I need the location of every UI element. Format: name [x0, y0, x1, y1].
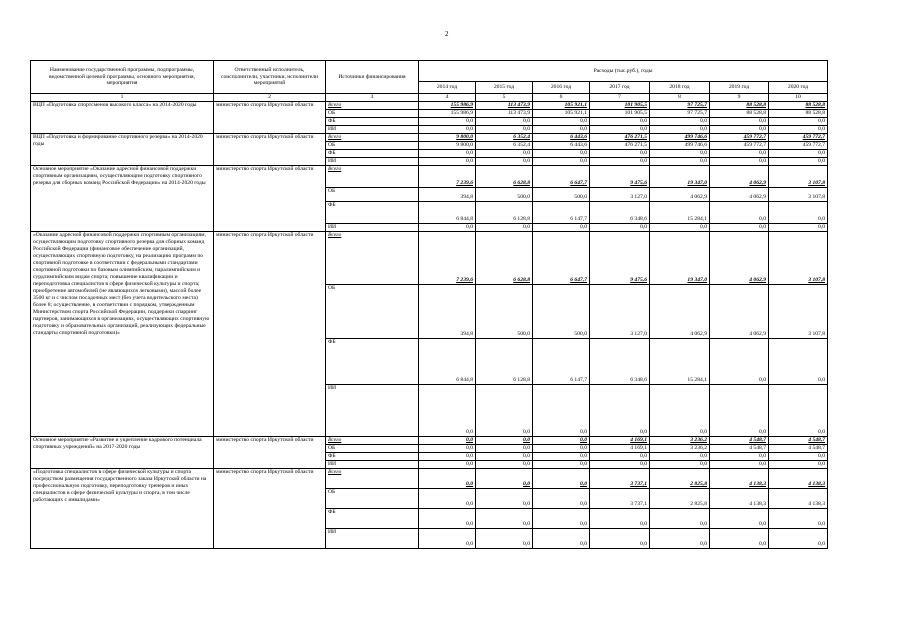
- expense-value: 0,0: [533, 468, 590, 488]
- expense-value: 15 284,1: [650, 338, 710, 384]
- expense-value: 7 239,6: [419, 231, 476, 284]
- expense-value: 4 548,7: [710, 444, 769, 452]
- funding-source: Всего: [326, 165, 419, 187]
- expense-value: 6 348,6: [590, 201, 650, 223]
- expense-value: 0,0: [769, 338, 828, 384]
- expense-value: 2 825,8: [650, 488, 710, 508]
- funding-source: ОБ: [326, 284, 419, 338]
- responsible-executor: министерство спорта Иркутской области: [214, 231, 326, 436]
- expense-value: 0,0: [769, 384, 828, 436]
- expense-value: 3 127,0: [590, 187, 650, 201]
- expense-value: 6 647,7: [533, 231, 590, 284]
- expense-value: 0,0: [419, 468, 476, 488]
- expense-value: 500,0: [476, 187, 533, 201]
- expense-value: 459 772,7: [710, 133, 769, 141]
- year-header: 2015 год: [476, 82, 533, 94]
- expense-value: 15 284,1: [650, 201, 710, 223]
- funding-source: ФБ: [326, 201, 419, 223]
- funding-source: Всего: [326, 436, 419, 444]
- expense-value: 0,0: [476, 117, 533, 125]
- expense-value: 0,0: [419, 444, 476, 452]
- expense-value: 0,0: [533, 117, 590, 125]
- funding-source: ОБ: [326, 444, 419, 452]
- expense-value: 6 647,7: [533, 165, 590, 187]
- program-name: «Подготовка специалистов в сфере физической культуры и спорта посредством размещения государственного заказа Иркутской области на профессиональную подготовку, переподготовку тренеров и иных специалистов в сфере физической культуры и спорта, в том числе работающих с инвалидами»: [31, 468, 214, 548]
- funding-source: ИИ: [326, 157, 419, 165]
- funding-source: ИИ: [326, 223, 419, 231]
- year-header: 2018 год: [650, 82, 710, 94]
- expense-value: 459 772,7: [769, 133, 828, 141]
- expense-value: 0,0: [419, 384, 476, 436]
- funding-source: Всего: [326, 468, 419, 488]
- table-row: [31, 231, 828, 284]
- expense-value: 0,0: [476, 460, 533, 468]
- responsible-executor: министерство спорта Иркутской области: [214, 468, 326, 548]
- expense-value: 0,0: [533, 528, 590, 548]
- expense-value: 0,0: [650, 223, 710, 231]
- expense-value: 0,0: [533, 508, 590, 528]
- expense-value: 0,0: [476, 528, 533, 548]
- expense-value: 6 628,8: [476, 165, 533, 187]
- expense-value: 0,0: [710, 338, 769, 384]
- expense-value: 0,0: [533, 223, 590, 231]
- expense-value: 500,0: [533, 187, 590, 201]
- funding-source: ФБ: [326, 117, 419, 125]
- expense-value: 3 107,8: [769, 165, 828, 187]
- expense-value: 3 127,0: [590, 284, 650, 338]
- expense-value: 0,0: [590, 149, 650, 157]
- expense-value: 0,0: [650, 117, 710, 125]
- expense-value: 0,0: [419, 528, 476, 548]
- expense-value: 3 236,2: [650, 436, 710, 444]
- expense-value: 0,0: [476, 452, 533, 460]
- responsible-executor: министерство спорта Иркутской области: [214, 133, 326, 165]
- expense-value: 0,0: [419, 452, 476, 460]
- expense-value: 0,0: [533, 444, 590, 452]
- expense-value: 4 062,9: [650, 284, 710, 338]
- expense-value: 19 347,0: [650, 231, 710, 284]
- expense-value: 0,0: [769, 223, 828, 231]
- page-number: 2: [445, 30, 449, 38]
- column-index: 3: [326, 94, 419, 102]
- expense-value: 19 347,0: [650, 165, 710, 187]
- header-responsible: Ответственный исполнитель, соисполнители, участники, исполнители мероприятий: [214, 61, 326, 94]
- expense-value: 0,0: [710, 157, 769, 165]
- column-index: 2: [214, 94, 326, 102]
- expense-value: 0,0: [650, 125, 710, 133]
- expense-value: 155 986,9: [419, 109, 476, 117]
- expense-value: 97 725,7: [650, 101, 710, 109]
- expense-value: 4 138,3: [710, 468, 769, 488]
- year-header: 2019 год: [710, 82, 769, 94]
- expense-value: 0,0: [590, 384, 650, 436]
- expense-value: 101 905,5: [590, 101, 650, 109]
- expense-value: 0,0: [419, 149, 476, 157]
- expense-value: 0,0: [419, 488, 476, 508]
- column-index: 9: [710, 94, 769, 102]
- expense-value: 0,0: [533, 157, 590, 165]
- expense-value: 0,0: [710, 384, 769, 436]
- expense-value: 6 128,8: [476, 338, 533, 384]
- expense-value: 0,0: [710, 117, 769, 125]
- expense-value: 0,0: [769, 452, 828, 460]
- expense-value: 0,0: [476, 157, 533, 165]
- expense-value: 4 169,1: [590, 436, 650, 444]
- expense-value: 0,0: [590, 528, 650, 548]
- expense-value: 0,0: [650, 452, 710, 460]
- expense-value: 0,0: [533, 460, 590, 468]
- header-expenses: Расходы (тыс.руб.), годы: [419, 61, 828, 82]
- expense-value: 105 921,1: [533, 109, 590, 117]
- expense-value: 88 528,8: [769, 101, 828, 109]
- responsible-executor: министерство спорта Иркутской области: [214, 436, 326, 468]
- expense-value: 0,0: [419, 125, 476, 133]
- funding-source: ОБ: [326, 141, 419, 149]
- expense-value: 6 147,7: [533, 201, 590, 223]
- column-index: 6: [533, 94, 590, 102]
- expense-value: 6 128,8: [476, 201, 533, 223]
- expense-value: 6 348,6: [590, 338, 650, 384]
- expense-value: 0,0: [650, 149, 710, 157]
- expense-value: 113 473,9: [476, 101, 533, 109]
- table-row: [31, 468, 828, 488]
- expense-value: 476 271,5: [590, 141, 650, 149]
- expense-value: 0,0: [476, 488, 533, 508]
- expense-value: 0,0: [650, 508, 710, 528]
- expense-value: 0,0: [710, 528, 769, 548]
- expense-value: 6 844,8: [419, 338, 476, 384]
- expense-value: 4 138,3: [769, 468, 828, 488]
- expense-value: 4 548,7: [769, 436, 828, 444]
- expense-value: 476 271,5: [590, 133, 650, 141]
- table-row: [31, 436, 828, 444]
- expense-value: 0,0: [476, 125, 533, 133]
- expense-value: 0,0: [769, 125, 828, 133]
- expense-value: 9 800,0: [419, 133, 476, 141]
- expense-value: 0,0: [533, 125, 590, 133]
- expense-value: 0,0: [590, 460, 650, 468]
- expense-value: 88 528,8: [710, 109, 769, 117]
- expense-value: 0,0: [650, 528, 710, 548]
- expense-value: 394,8: [419, 284, 476, 338]
- expense-value: 0,0: [476, 384, 533, 436]
- column-index: 5: [476, 94, 533, 102]
- expense-value: 4 062,9: [710, 231, 769, 284]
- expense-value: 0,0: [769, 201, 828, 223]
- program-name: Основное мероприятие «Оказание адресной финансовой поддержки спортивным организациям, осуществляющим подготовку спортивного резерва для сборных команд Российской Федерации» на 2014-2020 годы: [31, 165, 214, 231]
- expense-value: 97 725,7: [650, 109, 710, 117]
- funding-source: Всего: [326, 133, 419, 141]
- expense-value: 155 986,9: [419, 101, 476, 109]
- expense-value: 0,0: [710, 125, 769, 133]
- expense-value: 0,0: [476, 468, 533, 488]
- expense-value: 0,0: [590, 223, 650, 231]
- expense-value: 0,0: [710, 201, 769, 223]
- expense-value: 0,0: [590, 117, 650, 125]
- expenses-table: [30, 60, 828, 549]
- year-header: 2020 год: [769, 82, 828, 94]
- funding-source: ОБ: [326, 488, 419, 508]
- table-row: [31, 165, 828, 187]
- expense-value: 0,0: [419, 436, 476, 444]
- expense-value: 6 443,6: [533, 133, 590, 141]
- expense-value: 0,0: [650, 384, 710, 436]
- funding-source: Всего: [326, 101, 419, 109]
- expense-value: 2 825,8: [650, 468, 710, 488]
- funding-source: ФБ: [326, 508, 419, 528]
- expense-value: 6 352,4: [476, 133, 533, 141]
- expense-value: 101 905,5: [590, 109, 650, 117]
- funding-source: ИИ: [326, 528, 419, 548]
- expense-value: 6 443,6: [533, 141, 590, 149]
- expense-value: 0,0: [476, 149, 533, 157]
- funding-source: ОБ: [326, 187, 419, 201]
- expense-value: 0,0: [476, 444, 533, 452]
- funding-source: ОБ: [326, 109, 419, 117]
- expense-value: 0,0: [650, 460, 710, 468]
- expense-value: 3 737,1: [590, 488, 650, 508]
- table-row: [31, 133, 828, 141]
- expense-value: 499 746,6: [650, 141, 710, 149]
- column-index: 10: [769, 94, 828, 102]
- expense-value: 6 352,4: [476, 141, 533, 149]
- expense-value: 0,0: [419, 508, 476, 528]
- year-header: 2017 год: [590, 82, 650, 94]
- expense-value: 4 062,9: [650, 187, 710, 201]
- expense-value: 9 475,6: [590, 165, 650, 187]
- program-name: «Оказание адресной финансовой поддержки спортивным организациям, осуществляющим подготовку спортивного резерва для сборных команд Российской Федерации (финансовое обеспечение организаций, осуществляющих спортивную подготовку, на реализацию программ по спортивной подготовке в соответствии с федеральными стандартами спортивной подготовки по базовым олимпийским, паралимпийским и сурдлимпийским видам спорта; повышение квалификации и переподготовка специалистов в сфере физической культуры и спорта; приобретение автомобилей (не являющихся легковыми), массой более 3500 кг и с числом посадочных мест (без учета водительского места) более 8; осуществление, в соответствии с порядком, утвержденным Министерством спорта Российской Федерации, поддержки спарринг партнеров, занимающихся в организациях, осуществляющих спортивную подготовку и образовательных организаций, реализующих федеральные стандарты спортивной подготовки)»: [31, 231, 214, 436]
- column-index: 8: [650, 94, 710, 102]
- expense-value: 0,0: [590, 508, 650, 528]
- expense-value: 0,0: [710, 508, 769, 528]
- expense-value: 88 528,8: [769, 109, 828, 117]
- expense-value: 4 548,7: [710, 436, 769, 444]
- funding-source: ИИ: [326, 460, 419, 468]
- expense-value: 6 628,8: [476, 231, 533, 284]
- expense-value: 0,0: [710, 460, 769, 468]
- expense-value: 0,0: [533, 452, 590, 460]
- expense-value: 0,0: [650, 157, 710, 165]
- expense-value: 3 236,2: [650, 444, 710, 452]
- expense-value: 0,0: [476, 508, 533, 528]
- expense-value: 0,0: [419, 223, 476, 231]
- expense-value: 0,0: [590, 157, 650, 165]
- expense-value: 113 473,9: [476, 109, 533, 117]
- responsible-executor: министерство спорта Иркутской области: [214, 165, 326, 231]
- expense-value: 4 062,9: [710, 165, 769, 187]
- expense-value: 4 062,9: [710, 284, 769, 338]
- table-row: [31, 101, 828, 109]
- column-index: 4: [419, 94, 476, 102]
- year-header: 2014 год: [419, 82, 476, 94]
- expense-value: 0,0: [769, 117, 828, 125]
- expense-value: 0,0: [769, 157, 828, 165]
- expense-value: 6 147,7: [533, 338, 590, 384]
- expense-value: 0,0: [533, 384, 590, 436]
- expense-value: 0,0: [476, 223, 533, 231]
- expense-value: 0,0: [710, 452, 769, 460]
- funding-source: ФБ: [326, 452, 419, 460]
- expense-value: 0,0: [590, 452, 650, 460]
- expense-value: 4 548,7: [769, 444, 828, 452]
- column-index: 1: [31, 94, 214, 102]
- expense-value: 0,0: [710, 149, 769, 157]
- expense-value: 3 737,1: [590, 468, 650, 488]
- expense-value: 4 138,3: [769, 488, 828, 508]
- expense-value: 3 107,8: [769, 284, 828, 338]
- expense-value: 0,0: [419, 460, 476, 468]
- expense-value: 105 921,1: [533, 101, 590, 109]
- expense-value: 459 772,7: [769, 141, 828, 149]
- expense-value: 3 107,8: [769, 231, 828, 284]
- expense-value: 0,0: [769, 149, 828, 157]
- funding-source: ФБ: [326, 149, 419, 157]
- expense-value: 9 800,0: [419, 141, 476, 149]
- expense-value: 4 169,1: [590, 444, 650, 452]
- expense-value: 0,0: [419, 117, 476, 125]
- expense-value: 3 107,8: [769, 187, 828, 201]
- expense-value: 0,0: [419, 157, 476, 165]
- expense-value: 4 138,3: [710, 488, 769, 508]
- responsible-executor: министерство спорта Иркутской области: [214, 101, 326, 133]
- expense-value: 6 844,8: [419, 201, 476, 223]
- header-source: Источники финансирования: [326, 61, 419, 94]
- funding-source: ИИ: [326, 384, 419, 436]
- year-header: 2016 год: [533, 82, 590, 94]
- expense-value: 0,0: [769, 460, 828, 468]
- expense-value: 0,0: [590, 125, 650, 133]
- expense-value: 9 475,6: [590, 231, 650, 284]
- expense-value: 7 239,6: [419, 165, 476, 187]
- expense-value: 4 062,9: [710, 187, 769, 201]
- expense-value: 0,0: [710, 223, 769, 231]
- program-name: ВЦП «Подготовка и формирование спортивного резерва» на 2014-2020 годы: [31, 133, 214, 165]
- expense-value: 459 772,7: [710, 141, 769, 149]
- expense-value: 0,0: [476, 436, 533, 444]
- column-index: 7: [590, 94, 650, 102]
- program-name: Основное мероприятие «Развитие и укрепление кадрового потенциала спортивных учреждений» на 2017-2020 годы: [31, 436, 214, 468]
- expense-value: 499 746,6: [650, 133, 710, 141]
- program-name: ВЦП «Подготовка спортсменов высокого класса» на 2014-2020 годы: [31, 101, 214, 133]
- expense-value: 0,0: [769, 528, 828, 548]
- funding-source: Всего: [326, 231, 419, 284]
- expense-value: 500,0: [476, 284, 533, 338]
- expense-value: 500,0: [533, 284, 590, 338]
- expense-value: 0,0: [533, 149, 590, 157]
- header-name: Наименование государственной программы, подпрограммы, ведомственной целевой программы, основного мероприятия, мероприятия: [31, 61, 214, 94]
- funding-source: ИИ: [326, 125, 419, 133]
- expense-value: 88 528,8: [710, 101, 769, 109]
- expense-value: 394,8: [419, 187, 476, 201]
- funding-source: ФБ: [326, 338, 419, 384]
- expense-value: 0,0: [533, 436, 590, 444]
- expense-value: 0,0: [533, 488, 590, 508]
- expense-value: 0,0: [769, 508, 828, 528]
